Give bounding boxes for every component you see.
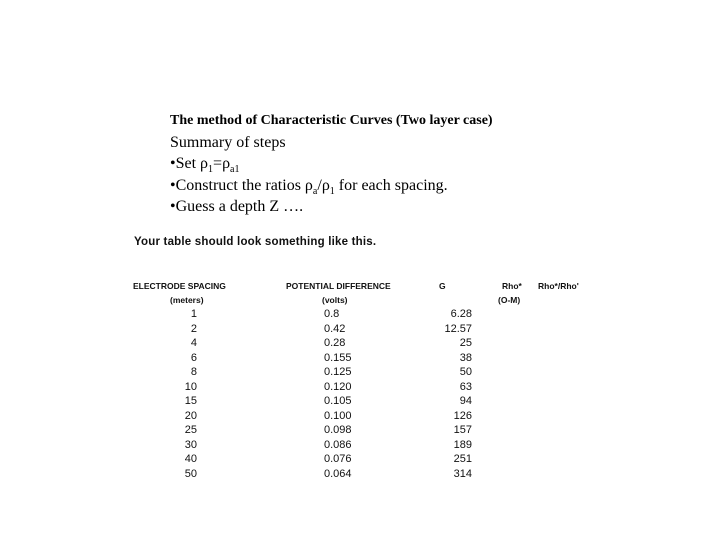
slide-title: The method of Characteristic Curves (Two layer case) [170,113,493,128]
header-spacing-unit: (meters) [170,295,204,305]
summary-heading: Summary of steps [170,134,286,151]
cell-potential: 0.120 [324,380,352,393]
cell-potential: 0.105 [324,395,352,407]
cell-spacing: 1 [190,308,197,320]
header-rho-unit: (O-M) [498,295,521,305]
cell-spacing: 8 [190,366,197,378]
rho-symbol: ρ [200,155,209,172]
cell-potential: 0.42 [324,322,346,335]
cell-g: 157 [453,424,472,436]
cell-spacing: 4 [190,337,197,349]
cell-spacing: 15 [184,395,197,407]
subscript: 1 [208,164,214,176]
header-rho: Rho* [502,281,522,291]
rho-symbol: ρ [222,155,231,172]
cell-g: 50 [459,366,472,378]
header-ratio: Rho*/Rho' [538,281,579,291]
rho-symbol: ρ [304,177,313,194]
cell-potential: 0.098 [324,424,352,436]
cell-g: 94 [459,395,472,407]
header-spacing: ELECTRODE SPACING [133,281,226,291]
rho-symbol: ρ [321,177,330,194]
cell-potential: 0.28 [324,337,346,349]
cell-potential: 0.086 [324,438,352,451]
cell-potential: 0.100 [324,409,352,422]
operator: = [213,155,223,172]
cell-potential: 0.8 [324,308,340,320]
operator: / [317,177,322,194]
cell-spacing: 25 [184,424,197,436]
cell-spacing: 40 [184,453,197,465]
cell-spacing: 30 [184,438,197,451]
step-text: •Guess a depth Z …. [170,198,304,215]
header-potential-unit: (volts) [322,295,348,305]
cell-g: 314 [453,467,472,480]
header-g: G [439,281,446,291]
scanned-table-image [130,230,620,490]
cell-potential: 0.064 [324,467,352,480]
subscript: 1 [329,186,335,198]
cell-potential: 0.125 [324,366,352,378]
step-set-rho [170,155,240,175]
cell-spacing: 50 [184,467,197,480]
step-construct-ratios [170,177,448,197]
step-text: •Set [170,155,201,172]
cell-g: 63 [459,380,472,393]
cell-spacing: 20 [184,409,197,422]
cell-g: 25 [459,337,472,349]
subscript: a [312,186,318,198]
step-text: for each spacing. [334,177,448,194]
cell-g: 12.57 [444,322,472,335]
cell-g: 126 [453,409,472,422]
step-text: •Construct the ratios [170,177,305,194]
cell-g: 38 [459,351,472,364]
cell-potential: 0.155 [324,351,352,364]
table-intro: Your table should look something like this. [134,236,377,248]
cell-potential: 0.076 [324,453,352,465]
cell-spacing: 6 [190,351,197,364]
subscript: a1 [230,164,240,176]
cell-g: 251 [453,453,472,465]
cell-spacing: 10 [184,380,197,393]
cell-g: 6.28 [450,308,472,320]
cell-g: 189 [453,438,472,451]
step-guess-depth [170,198,303,216]
cell-spacing: 2 [190,322,197,335]
header-potential: POTENTIAL DIFFERENCE [286,281,391,291]
